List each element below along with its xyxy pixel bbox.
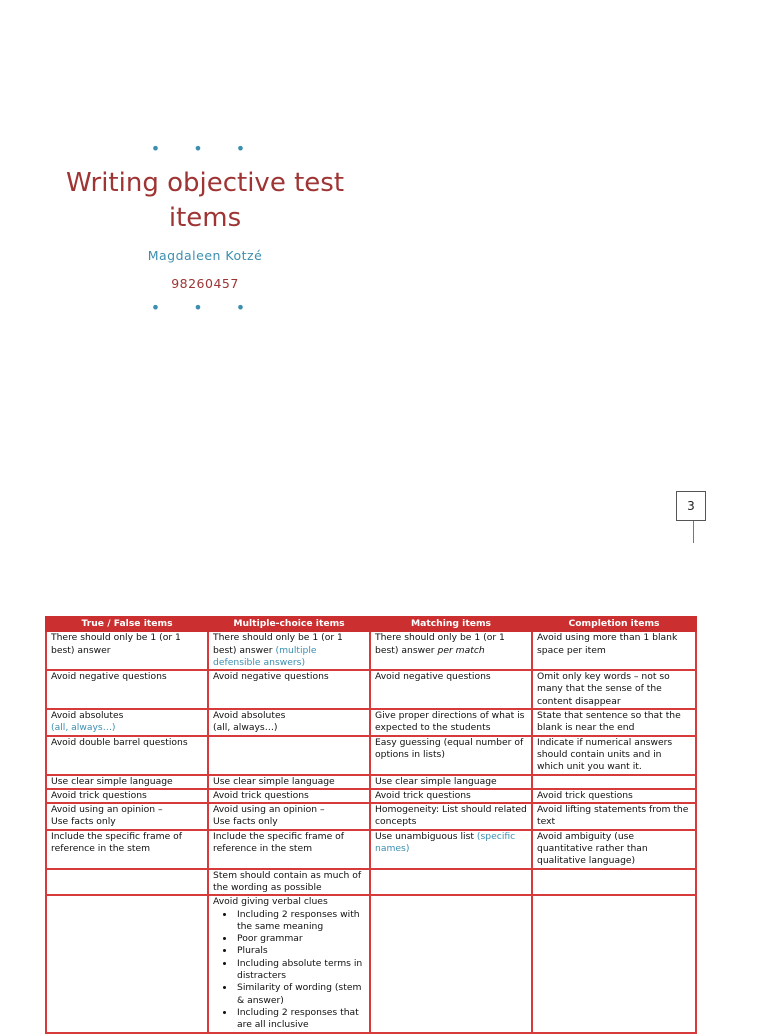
title-line-1: Writing objective test xyxy=(65,168,345,198)
list-item: • Including 2 responses that are all inclusive xyxy=(235,1007,365,1032)
page-number-box xyxy=(676,491,706,521)
table-cell xyxy=(370,869,532,896)
table-row xyxy=(46,631,696,670)
table-row xyxy=(46,709,696,736)
table-cell: Avoid trick questions xyxy=(208,789,370,803)
cell-text: Avoid giving verbal clues xyxy=(213,896,328,908)
table-header-row xyxy=(46,617,696,631)
page-number: 3 xyxy=(687,499,695,513)
table-cell xyxy=(208,736,370,775)
table-cell xyxy=(370,631,532,670)
table-row xyxy=(46,803,696,830)
table-cell xyxy=(208,803,370,830)
table-cell xyxy=(370,895,532,1032)
cell-text: Use facts only xyxy=(213,816,278,828)
cell-note: (all, always…) xyxy=(51,722,116,734)
table-row xyxy=(46,670,696,709)
list-item: • Plurals xyxy=(235,945,365,957)
cell-note: (all, always…) xyxy=(213,722,278,734)
table-cell: Include the specific frame of reference in the stem xyxy=(208,830,370,869)
list-item: • Poor grammar xyxy=(235,933,365,945)
table-cell xyxy=(46,869,208,896)
document-title xyxy=(0,166,410,236)
cell-text: Avoid using an opinion – xyxy=(51,804,163,816)
table-cell: Use clear simple language xyxy=(370,775,532,789)
table-cell: Include the specific frame of reference in the stem xyxy=(46,830,208,869)
cell-note: (specific names) xyxy=(375,830,516,855)
header-completion: Completion items xyxy=(532,617,696,631)
header-multiple-choice: Multiple-choice items xyxy=(208,617,370,631)
list-item: • Similarity of wording (stem & answer) xyxy=(235,982,365,1007)
list-item: • Including absolute terms in distracters xyxy=(235,958,365,983)
table-cell: Stem should contain as much of the wording as possible xyxy=(208,869,370,896)
table-cell: Avoid negative questions xyxy=(370,670,532,709)
table-row xyxy=(46,895,696,1032)
decorative-dots-bottom: • • • xyxy=(150,298,260,317)
author-name: Magdaleen Kotzé xyxy=(147,248,263,263)
table-cell xyxy=(46,895,208,1032)
guidelines-table xyxy=(45,616,697,1034)
table-cell: Avoid trick questions xyxy=(46,789,208,803)
page-number-connector xyxy=(693,521,694,543)
table-row xyxy=(46,736,696,775)
table-row xyxy=(46,830,696,869)
table-cell: Give proper directions of what is expected to the students xyxy=(370,709,532,736)
table-cell xyxy=(46,709,208,736)
table-cell xyxy=(532,895,696,1032)
table-cell: Omit only key words – not so many that the sense of the content disappear xyxy=(532,670,696,709)
table-cell: Indicate if numerical answers should contain units and in which unit you want it. xyxy=(532,736,696,775)
table-cell xyxy=(208,895,370,1032)
cell-text: Avoid absolutes xyxy=(213,710,286,722)
table-cell: Use clear simple language xyxy=(208,775,370,789)
table-cell: Avoid using more than 1 blank space per item xyxy=(532,631,696,670)
list-item: • Including 2 responses with the same meaning xyxy=(235,909,365,934)
cell-text: There should only be 1 (or 1 best) answer xyxy=(213,632,343,656)
header-true-false: True / False items xyxy=(46,617,208,631)
table-row xyxy=(46,869,696,896)
decorative-dots-top: • • • xyxy=(150,139,260,158)
cell-note: (multiple defensible answers) xyxy=(213,644,317,668)
table-row xyxy=(46,775,696,789)
title-line-2: items xyxy=(168,203,242,233)
cell-text: Avoid absolutes xyxy=(51,710,124,722)
cell-text: Use facts only xyxy=(51,816,116,828)
table-cell: Avoid ambiguity (use quantitative rather than qualitative language) xyxy=(532,830,696,869)
table-cell xyxy=(208,709,370,736)
student-number: 98260457 xyxy=(171,276,239,291)
table-cell: Avoid double barrel questions xyxy=(46,736,208,775)
table-cell xyxy=(370,830,532,869)
table-row xyxy=(46,789,696,803)
header-matching: Matching items xyxy=(370,617,532,631)
table-cell: Avoid negative questions xyxy=(208,670,370,709)
cell-text: Avoid using an opinion – xyxy=(213,804,325,816)
table-cell xyxy=(208,631,370,670)
table-cell: Use clear simple language xyxy=(46,775,208,789)
table-cell: There should only be 1 (or 1 best) answer xyxy=(46,631,208,670)
cell-text: Use unambiguous list xyxy=(375,830,477,842)
verbal-clues-list xyxy=(213,909,365,1032)
table-cell: Avoid trick questions xyxy=(532,789,696,803)
cell-emphasis: per match xyxy=(437,644,485,656)
table-cell xyxy=(532,869,696,896)
table-cell: Avoid negative questions xyxy=(46,670,208,709)
table-cell: Avoid trick questions xyxy=(370,789,532,803)
table-cell: State that sentence so that the blank is near the end xyxy=(532,709,696,736)
table-cell: Easy guessing (equal number of options in lists) xyxy=(370,736,532,775)
table-cell: Avoid lifting statements from the text xyxy=(532,803,696,830)
table-cell xyxy=(532,775,696,789)
table-cell: Homogeneity: List should related concepts xyxy=(370,803,532,830)
cell-text: There should only be 1 (or 1 best) answer xyxy=(375,632,505,656)
table-cell xyxy=(46,803,208,830)
